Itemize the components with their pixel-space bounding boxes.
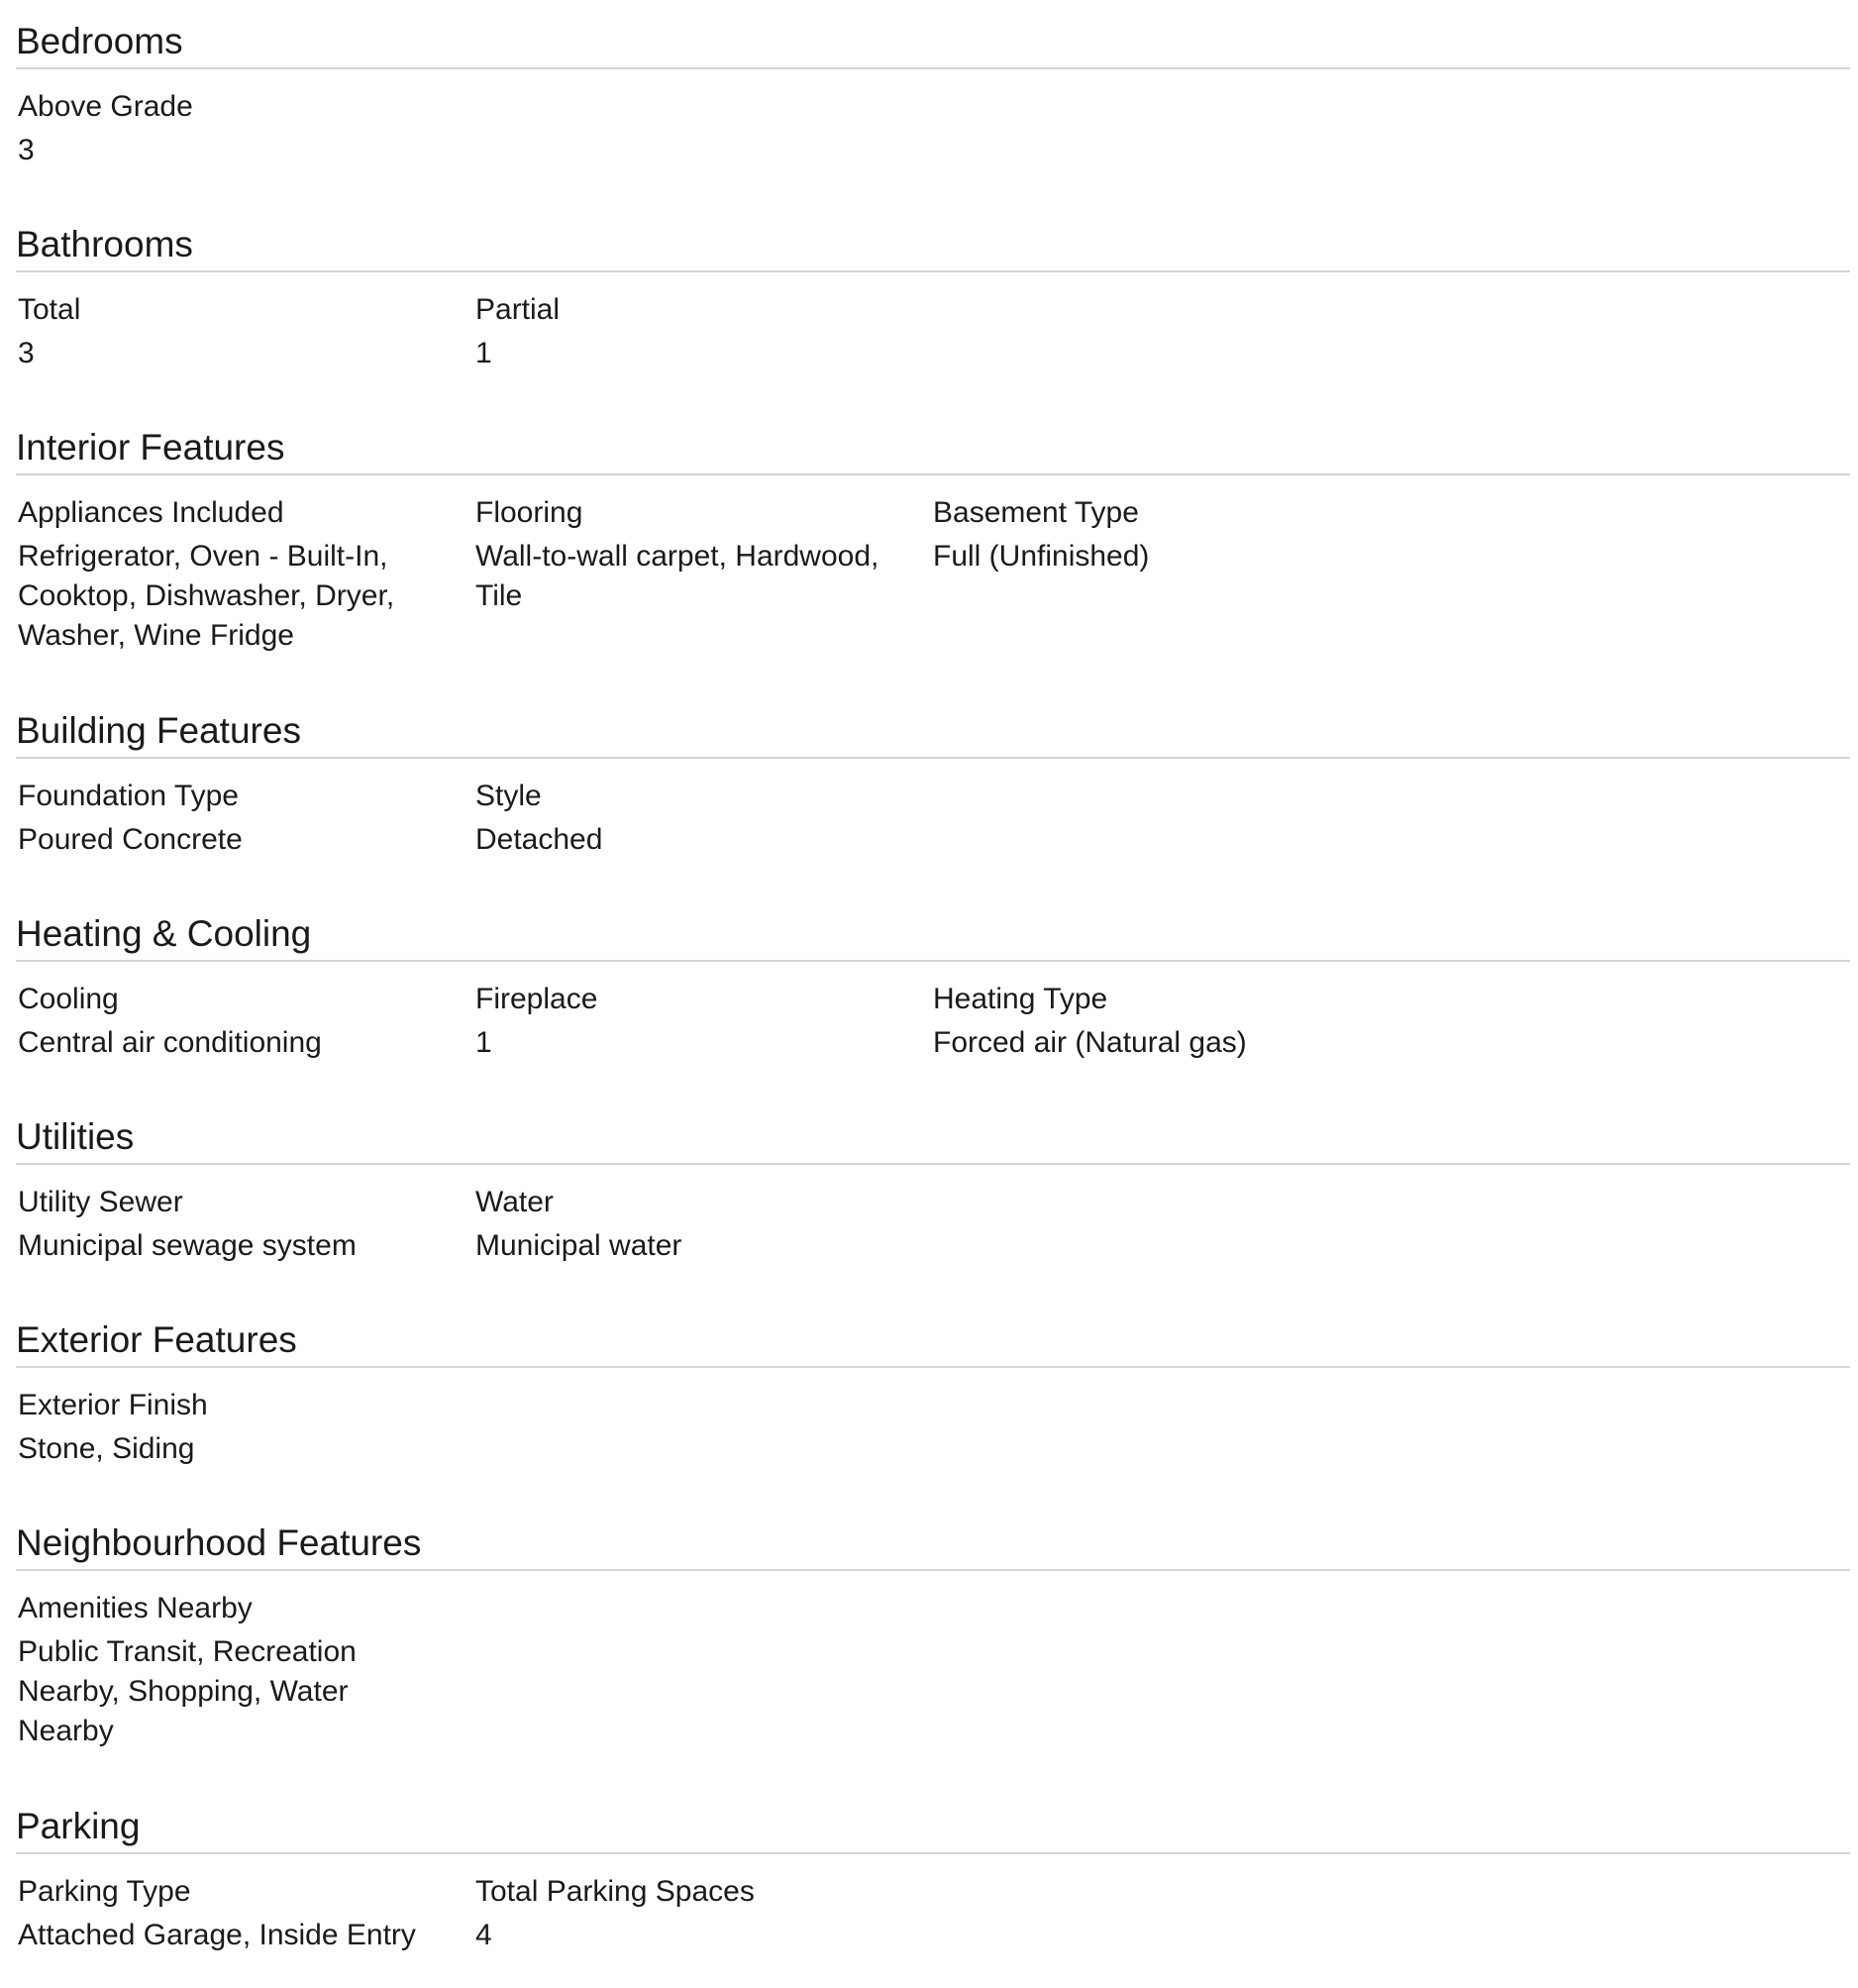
- field-foundation-type: [18, 777, 475, 860]
- field-row: [16, 475, 1842, 656]
- field-value: Detached: [475, 823, 603, 856]
- field-value: 1: [475, 1026, 492, 1059]
- section-bathrooms: [16, 203, 1842, 406]
- field-label: Flooring: [475, 496, 583, 529]
- field-label: Total Parking Spaces: [475, 1875, 755, 1908]
- field-label: Appliances Included: [18, 496, 284, 529]
- field-row: [16, 962, 1842, 1063]
- field-total-parking-spaces: [475, 1872, 933, 1955]
- section-title: Building Features: [16, 705, 1850, 759]
- field-value: Attached Garage, Inside Entry: [18, 1919, 416, 1951]
- field-value: Full (Unfinished): [933, 540, 1150, 573]
- field-cooling: [18, 980, 475, 1063]
- field-value: 3: [18, 134, 35, 166]
- field-exterior-finish: [18, 1386, 475, 1469]
- section-title: Bedrooms: [16, 16, 1850, 69]
- field-label: Amenities Nearby: [18, 1592, 253, 1624]
- section-neighbourhood-features: [16, 1502, 1842, 1785]
- field-label: Total: [18, 293, 81, 326]
- field-water: [475, 1183, 933, 1266]
- field-above-grade: [18, 87, 475, 170]
- field-value: Forced air (Natural gas): [933, 1026, 1247, 1059]
- field-row: [16, 759, 1842, 860]
- field-amenities-nearby: [18, 1589, 475, 1751]
- field-label: Heating Type: [933, 983, 1108, 1015]
- field-value: Stone, Siding: [18, 1432, 195, 1465]
- field-row: [16, 1854, 1842, 1955]
- field-label: Utility Sewer: [18, 1186, 183, 1218]
- field-basement-type: [933, 493, 1391, 656]
- field-parking-type: [18, 1872, 475, 1955]
- section-building-features: [16, 689, 1842, 892]
- section-interior-features: [16, 406, 1842, 689]
- section-bedrooms: [16, 0, 1842, 203]
- field-row: [16, 69, 1842, 170]
- field-total-bathrooms: [18, 290, 475, 373]
- field-value: Municipal water: [475, 1229, 682, 1262]
- section-utilities: [16, 1096, 1842, 1299]
- section-title: Heating & Cooling: [16, 908, 1850, 962]
- field-style: [475, 777, 933, 860]
- field-value: Wall-to-wall carpet, Hardwood, Tile: [475, 540, 879, 612]
- field-value: Central air conditioning: [18, 1026, 322, 1059]
- field-value: Poured Concrete: [18, 823, 243, 856]
- field-value: 1: [475, 337, 492, 369]
- field-heating-type: [933, 980, 1391, 1063]
- section-title: Parking: [16, 1801, 1850, 1854]
- field-partial-bathrooms: [475, 290, 933, 373]
- field-flooring: [475, 493, 933, 656]
- field-appliances-included: [18, 493, 475, 656]
- field-row: [16, 1368, 1842, 1469]
- field-label: Style: [475, 780, 542, 812]
- field-value: 4: [475, 1919, 492, 1951]
- section-title: Neighbourhood Features: [16, 1517, 1850, 1571]
- field-label: Above Grade: [18, 90, 193, 123]
- field-row: [16, 272, 1842, 373]
- field-fireplace: [475, 980, 933, 1063]
- field-label: Cooling: [18, 983, 119, 1015]
- field-label: Exterior Finish: [18, 1389, 208, 1421]
- section-parking: [16, 1785, 1842, 1988]
- section-exterior-features: [16, 1299, 1842, 1502]
- field-value: Public Transit, Recreation Nearby, Shopping, Water Nearby: [18, 1635, 357, 1747]
- field-row: [16, 1165, 1842, 1266]
- field-label: Water: [475, 1186, 554, 1218]
- field-label: Basement Type: [933, 496, 1139, 529]
- field-utility-sewer: [18, 1183, 475, 1266]
- field-label: Partial: [475, 293, 561, 326]
- section-title: Bathrooms: [16, 219, 1850, 272]
- section-title: Exterior Features: [16, 1314, 1850, 1368]
- field-row: [16, 1571, 1842, 1751]
- field-label: Foundation Type: [18, 780, 239, 812]
- field-value: Refrigerator, Oven - Built-In, Cooktop, Dishwasher, Dryer, Washer, Wine Fridge: [18, 540, 395, 652]
- section-title: Interior Features: [16, 422, 1850, 475]
- field-value: 3: [18, 337, 35, 369]
- section-heating-cooling: [16, 892, 1842, 1096]
- section-title: Utilities: [16, 1111, 1850, 1165]
- field-value: Municipal sewage system: [18, 1229, 357, 1262]
- field-label: Parking Type: [18, 1875, 191, 1908]
- field-label: Fireplace: [475, 983, 598, 1015]
